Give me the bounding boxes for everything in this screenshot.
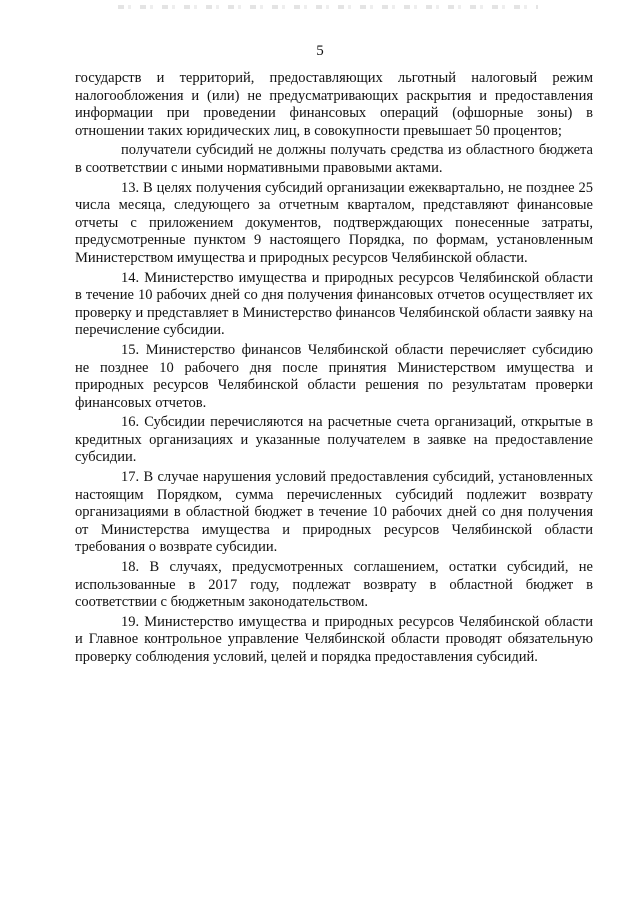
paragraph-13: 13. В целях получения субсидий организации ежеквартально, не позднее 25 числа месяца, следующего за отчетным кварталом, представляют финансовые отчеты с приложением документов, подтверждающих понесенные затраты, предусмотренные пунктом 9 настоящего Порядка, по формам, установленным Министерством имущества и природных ресурсов Челябинской области. [75,179,593,266]
paragraph-continuation: государств и территорий, предоставляющих льготный налоговый режим налогообложения и (или) не предусматривающих раскрытия и предоставления информации при проведении финансовых операций (офшорные зоны) в отношении таких юридических лиц, в совокупности превышает 50 процентов; [75,70,593,139]
paragraph-15: 15. Министерство финансов Челябинской области перечисляет субсидию не позднее 10 рабочего дня после принятия Министерством имущества и природных ресурсов Челябинской области решения по результатам проверки финансовых отчетов. [75,341,593,411]
paragraph-subsidy-condition: получатели субсидий не должны получать средства из областного бюджета в соответствии с иными нормативными правовыми актами. [75,142,593,176]
paragraph-14: 14. Министерство имущества и природных ресурсов Челябинской области в течение 10 рабочих дней со дня получения финансовых отчетов осуществляет их проверку и представляет в Министерство финансов Челябинской области заявку на перечисление субсидии. [75,269,593,339]
paragraph-17: 17. В случае нарушения условий предоставления субсидий, установленных настоящим Порядком, сумма перечисленных субсидий подлежит возврату организациями в областной бюджет в течение 10 рабочих дней со дня получения от Министерства имущества и природных ресурсов Челябинской области требования о возврате субсидии. [75,469,593,556]
paragraph-16: 16. Субсидии перечисляются на расчетные счета организаций, открытые в кредитных организациях и указанные получателем в заявке на предоставление субсидии. [75,414,593,466]
scan-artifact-line [118,5,538,9]
page-number: 5 [316,43,324,59]
document-body [75,70,593,669]
paragraph-19: 19. Министерство имущества и природных ресурсов Челябинской области и Главное контрольное управление Челябинской области проводят обязательную проверку соблюдения условий, целей и порядка предоставления субсидий. [75,613,593,665]
paragraph-18: 18. В случаях, предусмотренных соглашением, остатки субсидий, не использованные в 2017 году, подлежат возврату в областной бюджет в соответствии с бюджетным законодательством. [75,559,593,611]
